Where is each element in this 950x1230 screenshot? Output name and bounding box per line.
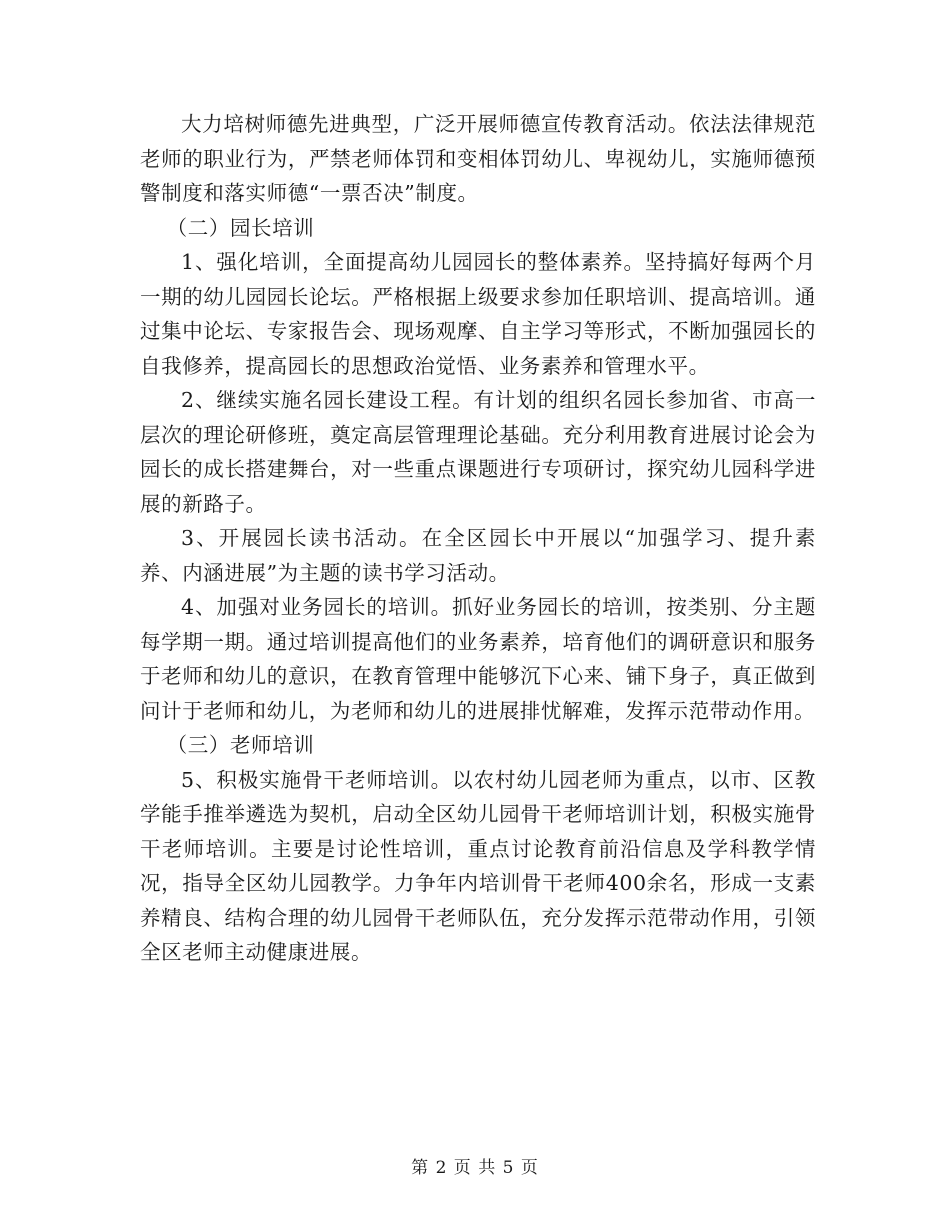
paragraph-item-3: 3、开展园长读书活动。在全区园长中开展以“加强学习、提升素养、内涵进展”为主题的读书学习活动。 <box>140 526 816 585</box>
paragraph-teacher-ethics: 大力培树师德先进典型，广泛开展师德宣传教育活动。依法法律规范老师的职业行为，严禁老师体罚和变相体罚幼儿、卑视幼儿，实施师德预警制度和落实师德“一票否决”制度。 <box>140 112 816 205</box>
page-number-footer: 第 2 页 共 5 页 <box>411 1158 539 1178</box>
paragraph-item-2: 2、继续实施名园长建设工程。有计划的组织名园长参加省、市高一层次的理论研修班，奠定高层管理理论基础。充分利用教育进展讨论会为园长的成长搭建舞台，对一些重点课题进行专项研讨，探究幼儿园科学进展的新路子。 <box>140 388 816 516</box>
document-body <box>140 107 816 970</box>
paragraph-item-1: 1、强化培训，全面提高幼儿园园长的整体素养。坚持搞好每两个月一期的幼儿园园长论坛。严格根据上级要求参加任职培训、提高培训。通过集中论坛、专家报告会、现场观摩、自主学习等形式，不断加强园长的自我修养，提高园长的思想政治觉悟、业务素养和管理水平。 <box>140 250 816 378</box>
paragraph-item-4: 4、加强对业务园长的培训。抓好业务园长的培训，按类别、分主题每学期一期。通过培训提高他们的业务素养，培育他们的调研意识和服务于老师和幼儿的意识，在教育管理中能够沉下心来、铺下身子，真正做到问计于老师和幼儿，为老师和幼儿的进展排忧解难，发挥示范带动作用。 <box>140 595 816 723</box>
paragraph-item-5: 5、积极实施骨干老师培训。以农村幼儿园老师为重点，以市、区教学能手推举遴选为契机，启动全区幼儿园骨干老师培训计划，积极实施骨干老师培训。主要是讨论性培训，重点讨论教育前沿信息及学科教学情况，指导全区幼儿园教学。力争年内培训骨干老师400余名，形成一支素养精良、结构合理的幼儿园骨干老师队伍，充分发挥示范带动作用，引领全区老师主动健康进展。 <box>140 767 816 964</box>
section-heading-teacher-training: （三）老师培训 <box>166 733 315 757</box>
section-heading-principal-training: （二）园长培训 <box>166 215 315 240</box>
